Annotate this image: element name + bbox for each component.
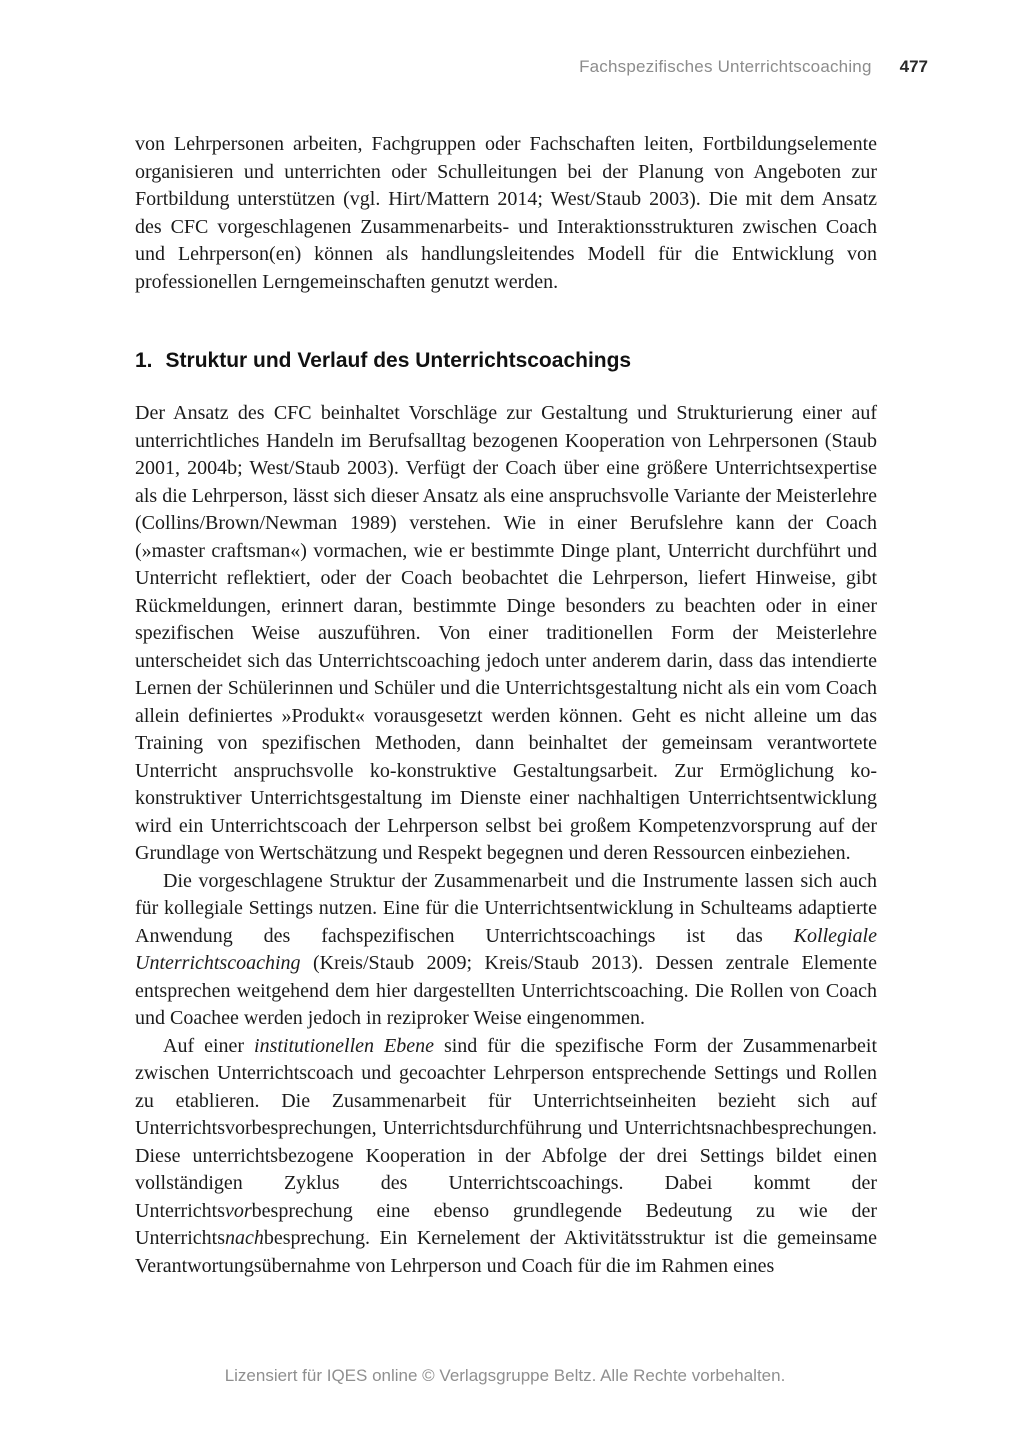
text-run: (Kreis/Staub 2009; Kreis/Staub 2013). Dessen zentrale Elemente entsprechen weitgehend dem hier dargestellten Unterrichtscoaching. Die Rollen von Coach und Coachee werden jedoch in reziproker Weise eingenommen. <box>135 952 877 1029</box>
text-column <box>135 131 877 1280</box>
intro-paragraphs <box>135 131 877 296</box>
text-run: Auf einer <box>163 1034 255 1057</box>
section-heading-label: Struktur und Verlauf des Unterrichtscoachings <box>165 349 632 372</box>
text-run: Die vorgeschlagene Struktur der Zusammenarbeit und die Instrumente lassen sich auch für kollegiale Settings nutzen. Eine für die Unterrichtsentwicklung in Schulteams adaptierte Anwendung des fachspezifischen Unterrichtscoachings ist das <box>135 869 877 947</box>
text-run: von Lehrpersonen arbeiten, Fachgruppen oder Fachschaften leiten, Fortbildungselemente organisieren und unterrichten oder Schulleitungen bei der Planung von Angeboten zur Fortbildung unterstützen (vgl. Hirt/Mattern 2014; West/Staub 2003). Die mit dem Ansatz des CFC vorgeschlagenen Zusammenarbeits- und Interaktionsstrukturen zwischen Coach und Lehrperson(en) können als handlungsleitendes Modell für die Entwicklung von professionellen Lerngemeinschaften genutzt werden. <box>135 133 877 293</box>
italic-text-run: institutionellen Ebene <box>254 1034 434 1057</box>
section-heading <box>135 348 877 374</box>
license-footer: Lizensiert für IQES online © Verlagsgruppe Beltz. Alle Rechte vorbehalten. <box>224 1366 786 1385</box>
text-run: sind für die spezifische Form der Zusammenarbeit zwischen Unterrichtscoach und gecoachter Lehrperson entsprechende Settings und Rollen zu etablieren. Die Zusammenarbeit für Unterrichtseinheiten bezieht sich auf Unterrichtsvorbesprechungen, Unterrichtsdurchführung und Unterrichtsnachbesprechungen. Diese unterrichtsbezogene Kooperation in der Abfolge der drei Settings bildet einen vollständigen Zyklus des Unterrichtscoachings. Dabei kommt der Unterrichts <box>135 1034 877 1222</box>
paragraph <box>135 1033 877 1281</box>
text-run: besprechung eine ebenso grundlegende Bedeutung zu wie der Unterrichts <box>135 1199 877 1249</box>
text-run: besprechung. Ein Kernelement der Aktivitätsstruktur ist die gemeinsame Verantwortungsübernahme von Lehrperson und Coach für die im Rahmen eines <box>135 1227 877 1277</box>
page-number: 477 <box>899 57 928 76</box>
italic-text-run: vor <box>224 1199 252 1222</box>
italic-text-run: Kollegiale Unterrichtscoaching <box>135 924 877 974</box>
paragraph <box>135 131 877 296</box>
paragraph <box>135 868 877 1033</box>
section-heading-number: 1. <box>135 349 153 372</box>
running-header-title: Fachspezifisches Unterrichtscoaching <box>579 57 872 76</box>
paragraph <box>135 400 877 868</box>
running-header <box>0 57 928 77</box>
italic-text-run: nach <box>224 1227 264 1249</box>
text-run: Der Ansatz des CFC beinhaltet Vorschläge zur Gestaltung und Strukturierung einer auf unterrichtliches Handeln im Berufsalltag bezogenen Kooperation von Lehrpersonen (Staub 2001, 2004b; West/Staub 2003). Verfügt der Coach über eine größere Unterrichtsexpertise als die Lehrperson, lässt sich dieser Ansatz als eine anspruchsvolle Variante der Meisterlehre (Collins/Brown/Newman 1989) verstehen. Wie in einer Berufslehre kann der Coach (»master craftsman«) vormachen, wie er bestimmte Dinge plant, Unterricht durchführt und Unterricht reflektiert, oder der Coach beobachtet die Lehrperson, liefert Hinweise, gibt Rückmeldungen, erinnert daran, bestimmte Dinge besonders zu beachten oder in einer spezifischen Weise auszuführen. Von einer traditionellen Form der Meisterlehre unterscheidet sich das Unterrichtscoaching jedoch unter anderem darin, dass das intendierte Lernen der Schülerinnen und Schüler und die Unterrichtsgestaltung nicht als ein vom Coach allein definiertes »Produkt« vorausgesetzt werden können. Geht es nicht alleine um das Training von spezifischen Methoden, dann beinhaltet der gemeinsam verantwortete Unterricht anspruchsvolle ko-konstruktive Gestaltungsarbeit. Zur Ermöglichung ko-konstruktiver Unterrichtsgestaltung im Dienste einer nachhaltigen Unterrichtsentwicklung wird ein Unterrichtscoach der Lehrperson selbst bei großem Kompetenzvorsprung auf der Grundlage von Wertschätzung und Respekt begegnen und deren Ressourcen einbeziehen. <box>135 402 877 864</box>
section-paragraphs <box>135 400 877 1280</box>
